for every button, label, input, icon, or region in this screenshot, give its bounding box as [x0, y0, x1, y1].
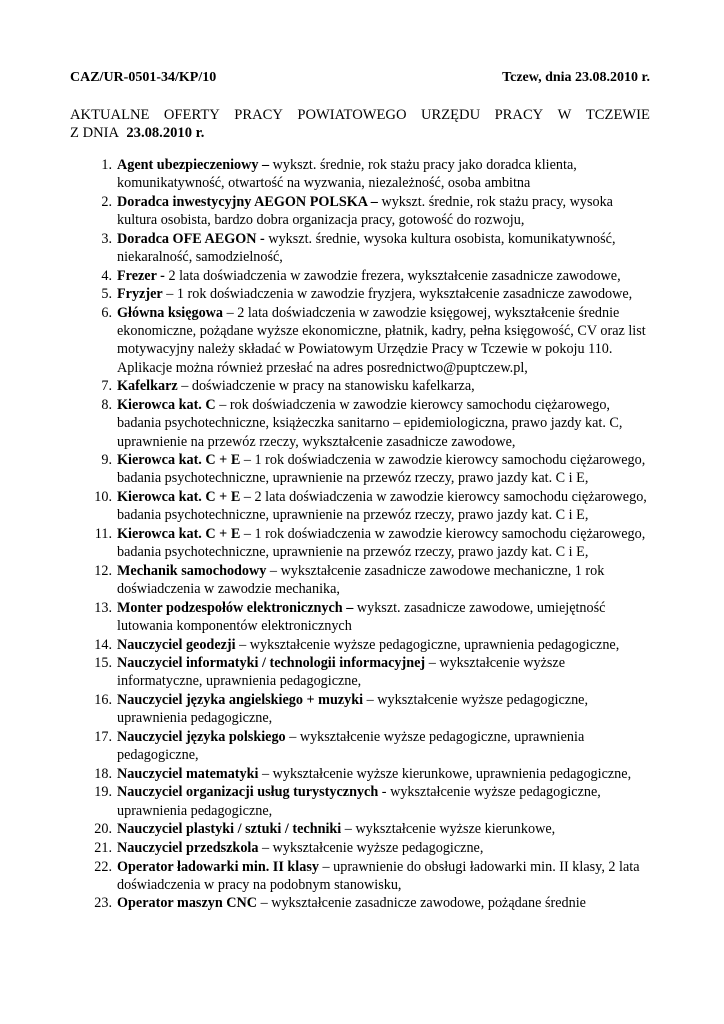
- offer-title: Operator ładowarki min. II klasy: [117, 858, 319, 875]
- offer-description: – 1 rok doświadczenia w zawodzie kierowcy samochodu ciężarowego, badania psychotechniczne, uprawnienie na przewóz rzeczy, prawo jazdy kat. C i E,: [117, 452, 646, 487]
- job-offer-item: [0, 858, 652, 895]
- offer-number: 8.: [101, 396, 112, 413]
- offer-title: Nauczyciel przedszkola: [117, 839, 259, 856]
- offer-title: Nauczyciel plastyki / sztuki / techniki: [117, 821, 342, 838]
- offer-title: Agent ubezpieczeniowy –: [117, 157, 270, 173]
- document-header: [70, 68, 650, 88]
- offer-description: – wykształcenie wyższe kierunkowe,: [341, 821, 556, 838]
- offer-number: 1.: [101, 157, 112, 173]
- offer-number: 21.: [94, 839, 112, 856]
- title-word: POWIATOWEGO: [297, 107, 407, 123]
- offer-description: – doświadczenie w pracy na stanowisku kafelkarza,: [177, 378, 475, 395]
- offer-number: 12.: [94, 562, 112, 579]
- offer-title: Nauczyciel geodezji: [117, 636, 236, 653]
- offer-description: – wykształcenie zasadnicze zawodowe, pożądane średnie: [257, 895, 586, 912]
- offer-title: Kierowca kat. C + E: [117, 489, 241, 506]
- offer-number: 10.: [94, 489, 112, 506]
- offer-number: 11.: [94, 525, 112, 542]
- job-offers-list: [0, 156, 724, 913]
- offer-description: – wykształcenie wyższe pedagogiczne,: [258, 839, 484, 856]
- place-date: Tczew, dnia 23.08.2010 r.: [502, 70, 650, 85]
- offer-number: 9.: [101, 452, 112, 469]
- offer-number: 3.: [101, 230, 112, 247]
- document-title: [70, 106, 650, 142]
- offer-number: 18.: [94, 765, 112, 782]
- offer-description: – 1 rok doświadczenia w zawodzie kierowcy samochodu ciężarowego, badania psychotechniczne, uprawnienie na przewóz rzeczy, prawo jazdy kat. C i E,: [117, 525, 646, 561]
- title-line-2: [70, 124, 650, 142]
- offer-title: Nauczyciel informatyki / technologii informacyjnej: [117, 655, 426, 672]
- offer-title: Kafelkarz: [117, 378, 178, 395]
- offer-description: – wykształcenie wyższe kierunkowe, uprawnienia pedagogiczne,: [258, 765, 632, 782]
- offer-title: Operator maszyn CNC: [117, 895, 258, 912]
- offer-number: 13.: [94, 599, 112, 616]
- job-offer-item: [0, 193, 652, 230]
- offer-description: – 2 lata doświadczenia w zawodzie księgowej, wykształcenie średnie ekonomiczne, pożądane wyższe ekonomiczne, płatnik, kadry, pełna księgowość, CV oraz list motywacyjny należy składać w Powiatowym Urzędzie Pracy w Tczewie w pokoju 110. Aplikacje można również przesłać na adres posrednictwo@puptczew.pl,: [117, 304, 646, 376]
- offer-description: – wykształcenie zasadnicze zawodowe mechaniczne, 1 rok doświadczenia w zawodzie mechanika,: [117, 562, 605, 598]
- offer-number: 16.: [94, 692, 112, 709]
- job-offer-item: [0, 654, 652, 691]
- job-offer-item: [0, 488, 652, 525]
- offer-title: Kierowca kat. C: [117, 396, 216, 413]
- job-offer-item: [0, 783, 652, 820]
- job-offer-item: [0, 839, 652, 857]
- offer-number: 20.: [94, 821, 112, 838]
- offer-title: Frezer -: [117, 267, 165, 284]
- offer-description: – rok doświadczenia w zawodzie kierowcy samochodu ciężarowego, badania psychotechniczne, książeczka sanitarno – epidemiologiczna, prawo jazdy kat. C, uprawnienie na przewóz rzeczy, wykształcenie zasadnicze zawodowe,: [117, 396, 623, 450]
- offer-description: – 1 rok doświadczenia w zawodzie fryzjera, wykształcenie zasadnicze zawodowe,: [162, 286, 633, 303]
- job-offer-item: [0, 525, 652, 562]
- offer-number: 15.: [94, 655, 112, 672]
- title-line-1: [70, 106, 650, 124]
- offer-description: - wykształcenie wyższe pedagogiczne, uprawnienia pedagogiczne,: [117, 784, 601, 819]
- job-offer-item: [0, 765, 652, 783]
- offer-number: 2.: [101, 193, 112, 210]
- offer-description: wykszt. średnie, rok stażu pracy, wysoka kultura osobista, bardzo dobra organizacja pracy, gotowość do rozwoju,: [117, 193, 613, 229]
- job-offer-item: [0, 267, 652, 285]
- offer-title: Doradca inwestycyjny AEGON POLSKA –: [117, 193, 378, 210]
- job-offer-item: [0, 691, 652, 728]
- offer-description: wykszt. średnie, rok stażu pracy jako doradca klienta, komunikatywność, otwartość na wyzwania, niezależność, osoba ambitna: [117, 157, 577, 192]
- job-offer-item: [0, 820, 652, 838]
- offer-title: Monter podzespołów elektronicznych –: [117, 599, 354, 616]
- offer-title: Nauczyciel matematyki: [117, 765, 259, 782]
- title-word: AKTUALNE: [70, 107, 150, 123]
- offer-description: wykszt. średnie, wysoka kultura osobista, komunikatywność, niekaralność, samodzielność,: [117, 230, 616, 266]
- offer-number: 14.: [94, 636, 112, 653]
- title-date: 23.08.2010 r.: [126, 125, 205, 141]
- title-word: W: [557, 107, 572, 123]
- job-offer-item: [0, 396, 652, 451]
- title-prefix: Z DNIA: [70, 125, 120, 141]
- offer-number: 22.: [94, 858, 112, 875]
- job-offer-item: [0, 285, 652, 303]
- title-word: URZĘDU: [420, 107, 481, 123]
- title-word: OFERTY: [163, 107, 220, 123]
- job-offer-item: [0, 377, 652, 395]
- offer-title: Fryzjer: [117, 286, 163, 303]
- offer-number: 6.: [101, 304, 112, 321]
- reference-number: CAZ/UR-0501-34/KP/10: [70, 70, 217, 85]
- offer-title: Główna księgowa: [117, 304, 224, 321]
- offer-number: 7.: [101, 378, 112, 395]
- offer-title: Kierowca kat. C + E: [117, 452, 241, 469]
- offer-description: – 2 lata doświadczenia w zawodzie kierowcy samochodu ciężarowego, badania psychotechniczne, uprawnienie na przewóz rzeczy, prawo jazdy kat. C i E,: [117, 489, 647, 524]
- offer-number: 4.: [101, 267, 112, 284]
- title-word: PRACY: [234, 107, 283, 123]
- offer-number: 19.: [94, 784, 112, 801]
- offer-number: 23.: [94, 895, 112, 912]
- title-word: PRACY: [494, 107, 544, 123]
- offer-description: 2 lata doświadczenia w zawodzie frezera, wykształcenie zasadnicze zawodowe,: [164, 267, 621, 284]
- offer-title: Nauczyciel organizacji usług turystycznych: [117, 784, 379, 801]
- job-offer-item: [0, 636, 652, 654]
- offer-description: – wykształcenie wyższe informatyczne, uprawnienia pedagogiczne,: [117, 655, 565, 690]
- offer-title: Mechanik samochodowy: [117, 562, 267, 579]
- offer-description: – uprawnienie do obsługi ładowarki min. II klasy, 2 lata doświadczenia w pracy na podobnym stanowisku,: [117, 858, 640, 893]
- job-offer-item: [0, 304, 652, 377]
- job-offer-item: [0, 894, 652, 912]
- offer-description: – wykształcenie wyższe pedagogiczne, uprawnienia pedagogiczne,: [117, 692, 589, 727]
- offer-title: Doradca OFE AEGON -: [117, 230, 265, 247]
- offer-number: 5.: [101, 286, 112, 303]
- job-offer-item: [0, 451, 652, 488]
- job-offer-item: [0, 562, 652, 599]
- job-offer-item: [0, 156, 652, 193]
- offer-title: Nauczyciel języka angielskiego + muzyki: [117, 692, 364, 709]
- title-word: TCZEWIE: [585, 107, 650, 123]
- offer-description: – wykształcenie wyższe pedagogiczne, uprawnienia pedagogiczne,: [117, 728, 585, 764]
- offer-number: 17.: [94, 728, 112, 745]
- offer-description: – wykształcenie wyższe pedagogiczne, uprawnienia pedagogiczne,: [235, 636, 620, 653]
- job-offer-item: [0, 728, 652, 765]
- job-offer-item: [0, 599, 652, 636]
- offer-title: Nauczyciel języka polskiego: [117, 728, 286, 745]
- job-offer-item: [0, 230, 652, 267]
- offer-title: Kierowca kat. C + E: [117, 525, 241, 542]
- offer-description: wykszt. zasadnicze zawodowe, umiejętność lutowania komponentów elektronicznych: [117, 599, 606, 634]
